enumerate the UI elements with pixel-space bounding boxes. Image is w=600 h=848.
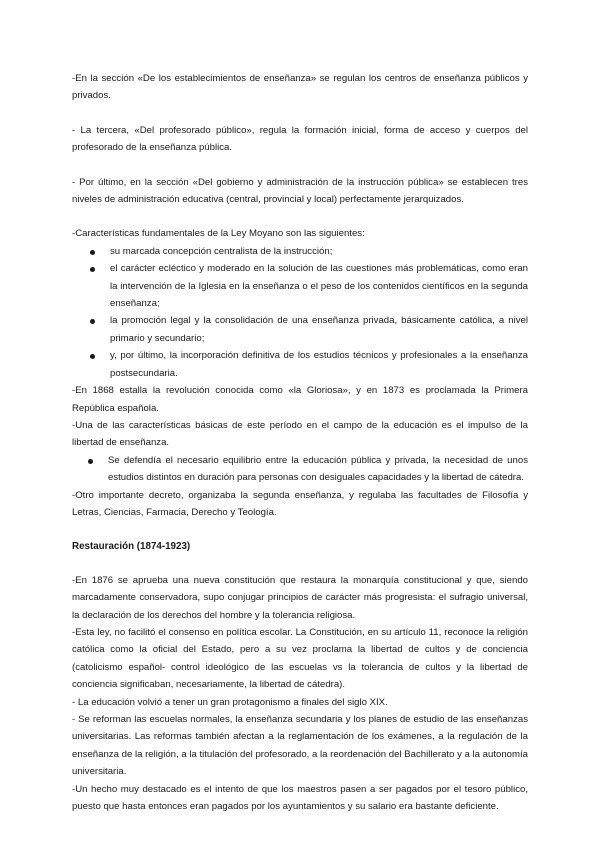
list-item: la promoción legal y la consolidación de una enseñanza privada, básicamente católica, a nivel primario y secundario; bbox=[72, 312, 528, 347]
bullet-icon bbox=[90, 354, 95, 359]
paragraph-profesorado: - La tercera, «Del profesorado público», regula la formación inicial, forma de acceso y cuerpos del profesorado de la enseñanza pública. bbox=[72, 124, 528, 154]
paragraph-protagonismo: - La educación volvió a tener un gran protagonismo a finales del siglo XIX. bbox=[72, 696, 388, 708]
section-heading-restauracion: Restauración (1874-1923) bbox=[72, 541, 191, 553]
paragraph-reformas: - Se reforman las escuelas normales, la enseñanza secundaria y los planes de estudio de las enseñanzas universitarias. Las reformas también afectan a la reglamentación de los exámenes, a la regulación de la enseñanza de la religión, a la titulación del profesorado, a la reordenación del Bachillerato y a la autonomía universitaria. bbox=[72, 714, 528, 778]
libertad-list bbox=[72, 452, 528, 487]
document-page bbox=[72, 70, 528, 815]
bullet-icon bbox=[88, 459, 93, 464]
bullet-icon bbox=[90, 250, 95, 255]
bullet-icon bbox=[90, 319, 95, 324]
paragraph-constitucion-1876: -En 1876 se aprueba una nueva constitución que restaura la monarquía constitucional y que, siendo marcadamente conservadora, supo conjugar principios de carácter más progresista: el sufragio universal, la declaración de los derechos del hombre y la tolerancia religiosa. bbox=[72, 574, 528, 621]
paragraph-caracteristicas-intro: -Características fundamentales de la Ley Moyano son las siguientes: bbox=[72, 228, 365, 240]
list-item: y, por último, la incorporación definitiva de los estudios técnicos y profesionales a la enseñanza postsecundaria. bbox=[72, 347, 528, 382]
paragraph-consenso: -Esta ley, no facilitó el consenso en política escolar. La Constitución, en su artículo 11, reconoce la religión católica como la oficial del Estado, pero a su vez proclama la libertad de cultos y de conciencia (catolicismo español- control ideológico de las escuelas vs la tolerancia de cultos y la libertad de conciencia significaban, necesariamente, la libertad de cátedra). bbox=[72, 626, 528, 691]
bullet-icon bbox=[90, 267, 95, 272]
paragraph-maestros: -Un hecho muy destacado es el intento de que los maestros pasen a ser pagados por el tesoro público, puesto que hasta entonces eran pagados por los ayuntamientos y su salario era bastante deficiente. bbox=[72, 783, 528, 813]
list-item: su marcada concepción centralista de la instrucción; bbox=[72, 243, 528, 260]
features-list bbox=[72, 243, 528, 382]
paragraph-gloriosa: -En 1868 estalla la revolución conocida como «la Gloriosa», y en 1873 es proclamada la Primera República española. bbox=[72, 385, 528, 414]
list-item: Se defendía el necesario equilibrio entre la educación pública y privada, la necesidad de unos estudios distintos en duración para personas con desiguales capacidades y la libertad de cátedra. bbox=[72, 452, 528, 487]
paragraph-libertad-ensenanza: -Una de las características básicas de este período en el campo de la educación es el impulso de la libertad de enseñanza. bbox=[72, 419, 528, 449]
list-item: el carácter ecléctico y moderado en la solución de las cuestiones más problemáticas, como eran la intervención de la Iglesia en la enseñanza o el peso de los contenidos científicos en la segunda enseñanza; bbox=[72, 260, 528, 312]
paragraph-establecimientos: -En la sección «De los establecimientos de enseñanza» se regulan los centros de enseñanza públicos y privados. bbox=[72, 73, 528, 102]
paragraph-gobierno: - Por último, en la sección «Del gobierno y administración de la instrucción pública» se establecen tres niveles de administración educativa (central, provincial y local) perfectamente jerarquizados. bbox=[72, 176, 528, 206]
paragraph-decreto: -Otro importante decreto, organizaba la segunda enseñanza, y regulaba las facultades de Filosofía y Letras, Ciencias, Farmacia, Derecho y Teología. bbox=[72, 489, 528, 518]
